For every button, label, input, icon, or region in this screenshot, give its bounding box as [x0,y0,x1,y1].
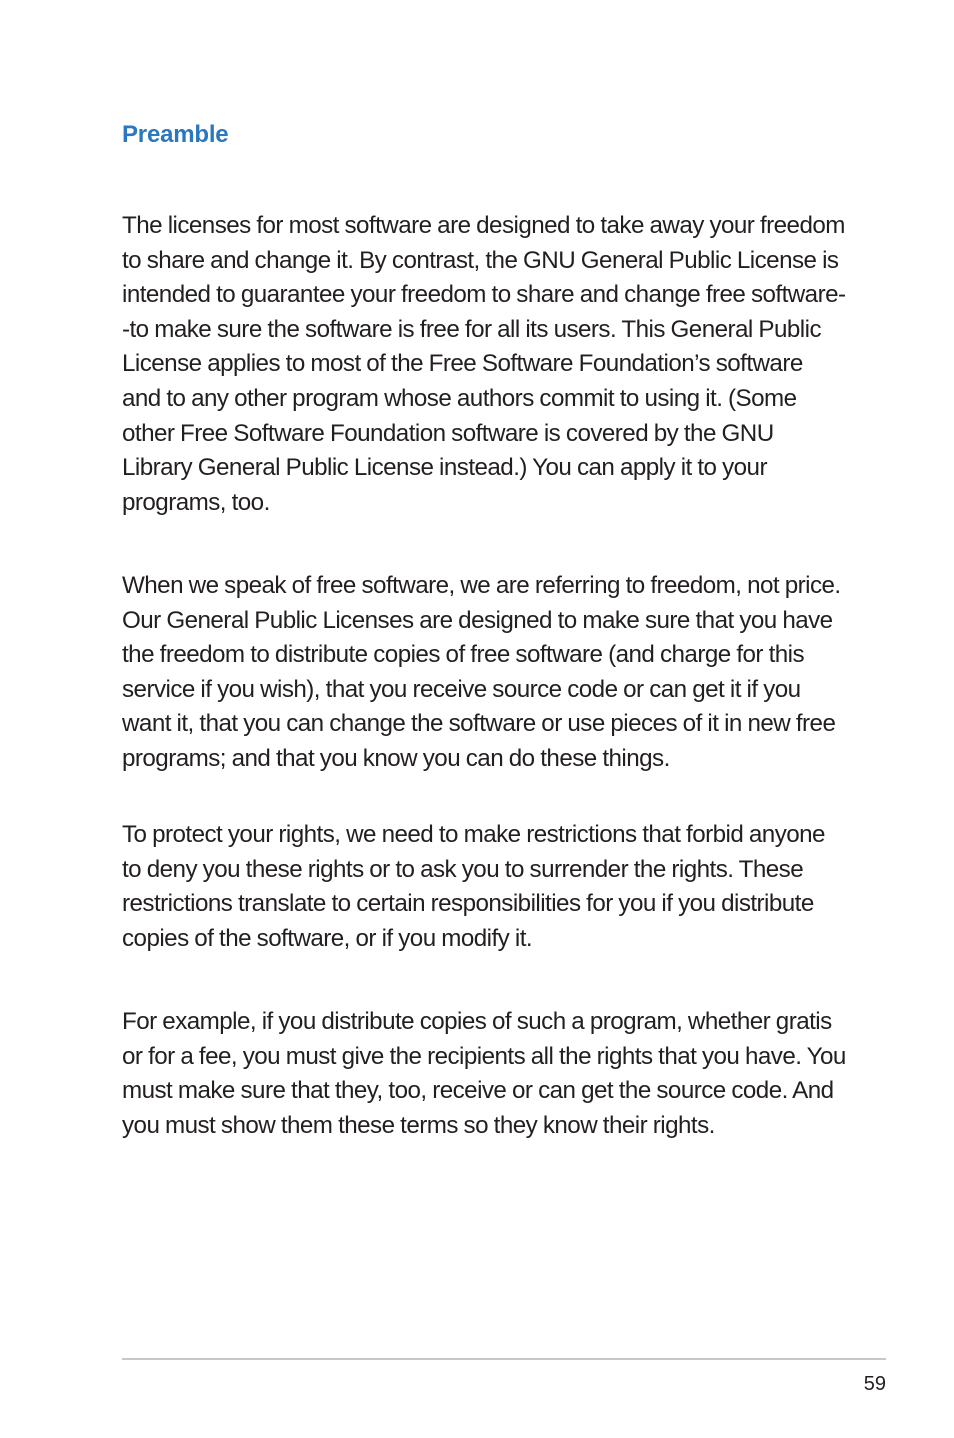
section-heading: Preamble [122,121,229,148]
footer-divider [122,1358,886,1360]
paragraph-licenses: The licenses for most software are designed to take away your freedom to share and change it. By contrast, the GNU General Public License is intended to guarantee your freedom to share and change free software--to make sure the software is free for all its users. This General Public License applies to most of the Free Software Foundation’s software and to any other program whose authors commit to using it. (Some other Free Software Foundation software is covered by the GNU Library General Public License instead.) You can apply it to your programs, too. [122,212,846,516]
paragraph-free-software: When we speak of free software, we are referring to freedom, not price. Our General Public Licenses are designed to make sure that you have the freedom to distribute copies of free software (and charge for this service if you wish), that you receive source code or can get it if you want it, that you can change the software or use pieces of it in new free programs; and that you know you can do these things. [122,572,841,772]
page-number: 59 [863,1373,886,1395]
paragraph-protect-rights: To protect your rights, we need to make restrictions that forbid anyone to deny you these rights or to ask you to surrender the rights. These restrictions translate to certain responsibilities for you if you distribute copies of the software, or if you modify it. [122,821,825,952]
paragraph-example: For example, if you distribute copies of such a program, whether gratis or for a fee, you must give the recipients all the rights that you have. You must make sure that they, too, receive or can get the source code. And you must show them these terms so they know their rights. [122,1008,846,1139]
